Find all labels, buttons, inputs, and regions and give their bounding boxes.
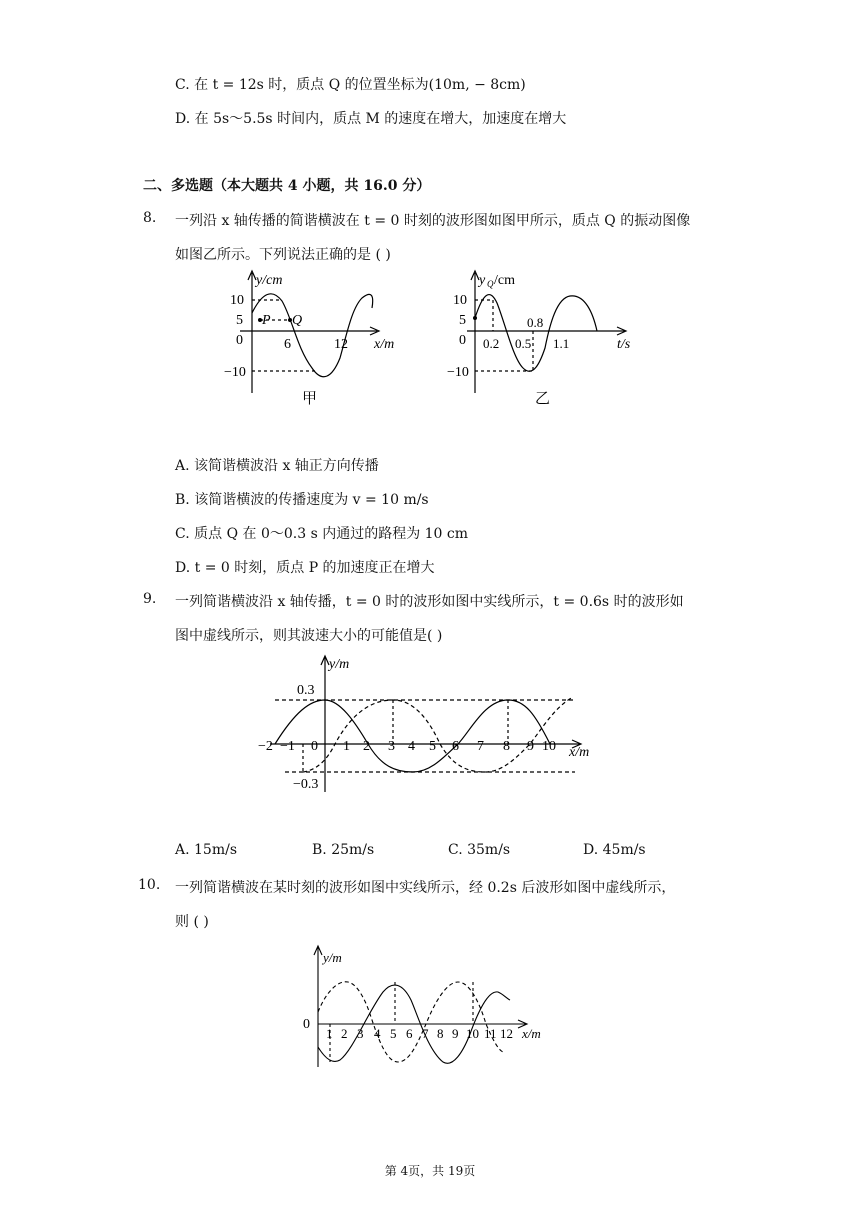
q9-xtick: 7	[477, 739, 484, 754]
section-heading: 二、多选题（本大题共 4 小题，共 16.0 分）	[143, 178, 431, 194]
q10-xtick: 6	[406, 1026, 413, 1041]
q10-x-label: x/m	[522, 1026, 541, 1041]
q8b-y-unit: /cm	[494, 273, 515, 288]
q9-xtick: 10	[542, 739, 556, 754]
q8b-ytick-neg10: −10	[447, 365, 469, 380]
q9-solid-wave	[275, 700, 550, 772]
prev-option-c: C. 在 t = 12s 时，质点 Q 的位置坐标为(10m, − 8cm)	[175, 77, 526, 93]
q9-y-bottom: −0.3	[293, 777, 319, 792]
q9-option-c: C. 35m/s	[448, 842, 511, 858]
q8b-start-dot	[473, 316, 477, 320]
q10-number: 10.	[138, 877, 161, 893]
q10-xtick: 11	[484, 1026, 497, 1041]
q9-xtick: 1	[343, 739, 350, 754]
q8b-ytick-0: 0	[459, 333, 466, 348]
q8a-caption: 甲	[302, 391, 318, 407]
prev-option-d: D. 在 5s～5.5s 时间内，质点 M 的速度在增大，加速度在增大	[175, 111, 567, 127]
q9-xtick: 3	[388, 739, 395, 754]
q9-number: 9.	[143, 591, 157, 607]
q8-option-b: B. 该简谐横波的传播速度为 v = 10 m/s	[175, 492, 429, 508]
q8-stem-line1: 一列沿 x 轴传播的简谐横波在 t = 0 时刻的波形图如图甲所示，质点 Q 的振动图像	[175, 213, 691, 229]
q8a-ytick-10: 10	[230, 293, 244, 308]
q8a-xtick-12: 12	[334, 337, 348, 352]
q10-xtick: 7	[422, 1026, 429, 1041]
q8-option-c: C. 质点 Q 在 0～0.3 s 内通过的路程为 10 cm	[175, 526, 469, 542]
q10-figure	[298, 942, 558, 1072]
q8b-xtick-0.5: 0.5	[515, 336, 532, 351]
q9-xtick: 9	[527, 739, 534, 754]
q10-xtick: 8	[437, 1026, 444, 1041]
q9-option-b: B. 25m/s	[312, 842, 375, 858]
q8a-x-label: x/m	[374, 337, 395, 352]
q9-xtick: 5	[429, 739, 436, 754]
q9-y-label: y/m	[329, 657, 350, 672]
q9-xtick: −1	[280, 739, 295, 754]
q10-xtick: 4	[374, 1026, 381, 1041]
q9-xtick: 2	[363, 739, 370, 754]
q9-xtick: 4	[408, 739, 415, 754]
q8b-caption: 乙	[535, 391, 551, 407]
q9-xtick: 0	[311, 739, 318, 754]
q10-y-label: y/m	[323, 950, 342, 965]
q9-xtick: −2	[258, 739, 273, 754]
q9-y-top: 0.3	[297, 683, 315, 698]
q10-xtick: 9	[452, 1026, 459, 1041]
q10-xtick: 3	[357, 1026, 364, 1041]
q10-xtick: 2	[341, 1026, 348, 1041]
q9-x-label: x/m	[569, 745, 590, 760]
q10-xtick: 12	[500, 1026, 513, 1041]
q9-xtick: 6	[452, 739, 459, 754]
q8a-xtick-6: 6	[284, 337, 291, 352]
q9-figure	[255, 652, 605, 802]
q8-stem-line2: 如图乙所示。下列说法正确的是 ( )	[175, 247, 391, 263]
q8b-y-sub: Q	[487, 279, 494, 289]
q8-option-d: D. t = 0 时刻，质点 P 的加速度正在增大	[175, 560, 435, 576]
q9-option-a: A. 15m/s	[175, 842, 238, 858]
q10-stem-line2: 则 ( )	[175, 914, 209, 930]
q8b-ytick-5: 5	[459, 313, 466, 328]
q8a-ytick-neg10: −10	[224, 365, 246, 380]
q8a-point-p-label: P	[262, 313, 271, 328]
q9-option-d: D. 45m/s	[583, 842, 646, 858]
q8a-ytick-0: 0	[236, 333, 243, 348]
q8b-xtick-1.1: 1.1	[553, 336, 570, 351]
q8-option-a: A. 该简谐横波沿 x 轴正方向传播	[175, 458, 379, 474]
q8b-ytick-10: 10	[453, 293, 467, 308]
q8-number: 8.	[143, 210, 157, 226]
q10-xtick: 1	[326, 1026, 333, 1041]
q10-xtick: 10	[466, 1026, 479, 1041]
q8a-point-q-label: Q	[292, 313, 303, 328]
q8b-xtick-0.8: 0.8	[527, 315, 544, 330]
q10-xtick: 5	[390, 1026, 397, 1041]
q10-origin: 0	[303, 1017, 310, 1032]
q8a-y-label: y/cm	[256, 273, 283, 288]
page-footer: 第 4页，共 19页	[384, 1164, 476, 1178]
q9-stem-line2: 图中虚线所示，则其波速大小的可能值是( )	[175, 628, 443, 644]
q8-figure-a	[222, 268, 412, 413]
q10-stem-line1: 一列简谐横波在某时刻的波形如图中实线所示，经 0.2s 后波形如图中虚线所示，	[175, 880, 676, 896]
q9-stem-line1: 一列简谐横波沿 x 轴传播，t = 0 时的波形如图中实线所示，t = 0.6s 时的波形如	[175, 594, 684, 610]
q9-xtick: 8	[503, 739, 510, 754]
q8b-xtick-0.2: 0.2	[483, 336, 500, 351]
q8a-ytick-5: 5	[236, 313, 243, 328]
q8b-y-label: y	[479, 273, 486, 288]
q9-dashed-wave	[303, 697, 573, 772]
q8a-wave-curve	[252, 294, 373, 377]
q8-figure-b	[445, 268, 645, 413]
q8b-x-label: t/s	[617, 337, 631, 352]
